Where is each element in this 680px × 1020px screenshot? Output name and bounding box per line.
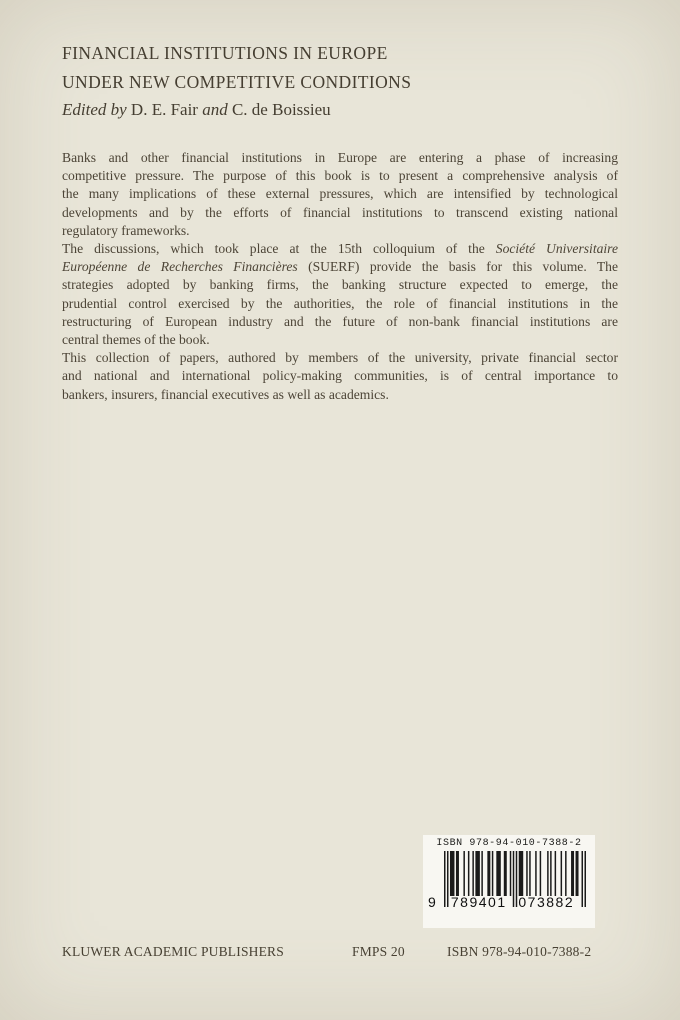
text-segment: developments and by the efforts of financial institutions to transcend existing national <box>62 204 618 220</box>
footer <box>62 944 618 964</box>
barcode-panel <box>423 835 595 928</box>
text-segment: regulatory frameworks. <box>62 222 190 238</box>
body-line <box>62 367 618 385</box>
paragraph <box>62 149 618 240</box>
body-line <box>62 313 618 331</box>
footer-isbn: ISBN 978-94-010-7388-2 <box>447 944 592 959</box>
paragraph <box>62 240 618 349</box>
publisher-name: KLUWER ACADEMIC PUBLISHERS <box>62 944 284 959</box>
body-line <box>62 167 618 185</box>
body-line <box>62 149 618 167</box>
text-segment: (SUERF) provide the basis for this volume. The <box>297 259 619 275</box>
text-segment: Edited by <box>62 100 131 119</box>
barcode-digit-group: 789401 <box>450 894 507 910</box>
body-line <box>62 276 618 294</box>
body-line <box>62 240 618 258</box>
series-code: FMPS 20 <box>352 944 405 959</box>
body-line <box>62 349 618 367</box>
body-line <box>62 258 618 276</box>
text-segment: Société Universitaire <box>495 241 618 257</box>
text-segment: This collection of papers, authored by members of the university, private financial sector <box>62 350 618 366</box>
barcode-isbn-label: ISBN 978-94-010-7388-2 <box>436 838 582 849</box>
body-line <box>62 222 618 240</box>
barcode-digit-group: 073882 <box>518 894 575 910</box>
body-line <box>62 185 618 203</box>
text-segment: strategies adopted by banking firms, the banking structure expected to emerge, the <box>62 277 618 293</box>
text-segment: competitive pressure. The purpose of this book is to present a comprehensive analysis of <box>62 168 618 184</box>
body-line <box>62 204 618 222</box>
text-segment: Européenne de Recherches Financières <box>62 259 298 275</box>
text-segment: prudential control exercised by the authorities, the role of financial institutions in the <box>62 295 618 311</box>
text-segment: and national and international policy-making communities, is of central importance to <box>62 368 618 384</box>
text-segment: restructuring of European industry and the future of non-bank financial institutions are <box>62 313 618 329</box>
text-segment: D. E. Fair <box>130 100 203 119</box>
text-segment: the many implications of these external pressures, which are intensified by technological <box>62 186 618 202</box>
paragraph <box>62 349 618 404</box>
text-segment: Banks and other financial institutions in Europe are entering a phase of increasing <box>62 150 618 165</box>
header <box>62 39 622 125</box>
text-segment: central themes of the book. <box>62 332 210 348</box>
text-segment: bankers, insurers, financial executives as well as academics. <box>62 386 389 402</box>
text-segment: C. de Boissieu <box>231 100 331 119</box>
byline <box>62 96 622 125</box>
text-segment: The discussions, which took place at the 15th colloquium of the <box>62 241 496 257</box>
barcode-digits <box>428 894 590 910</box>
body-text <box>62 149 618 404</box>
barcode-digit-group: 9 <box>428 894 436 910</box>
book-title-line-1: FINANCIAL INSTITUTIONS IN EUROPE <box>62 43 388 63</box>
body-line <box>62 386 618 404</box>
book-title-line-2: UNDER NEW COMPETITIVE CONDITIONS <box>62 71 412 92</box>
body-line <box>62 331 618 349</box>
text-segment: and <box>202 100 232 119</box>
body-line <box>62 295 618 313</box>
